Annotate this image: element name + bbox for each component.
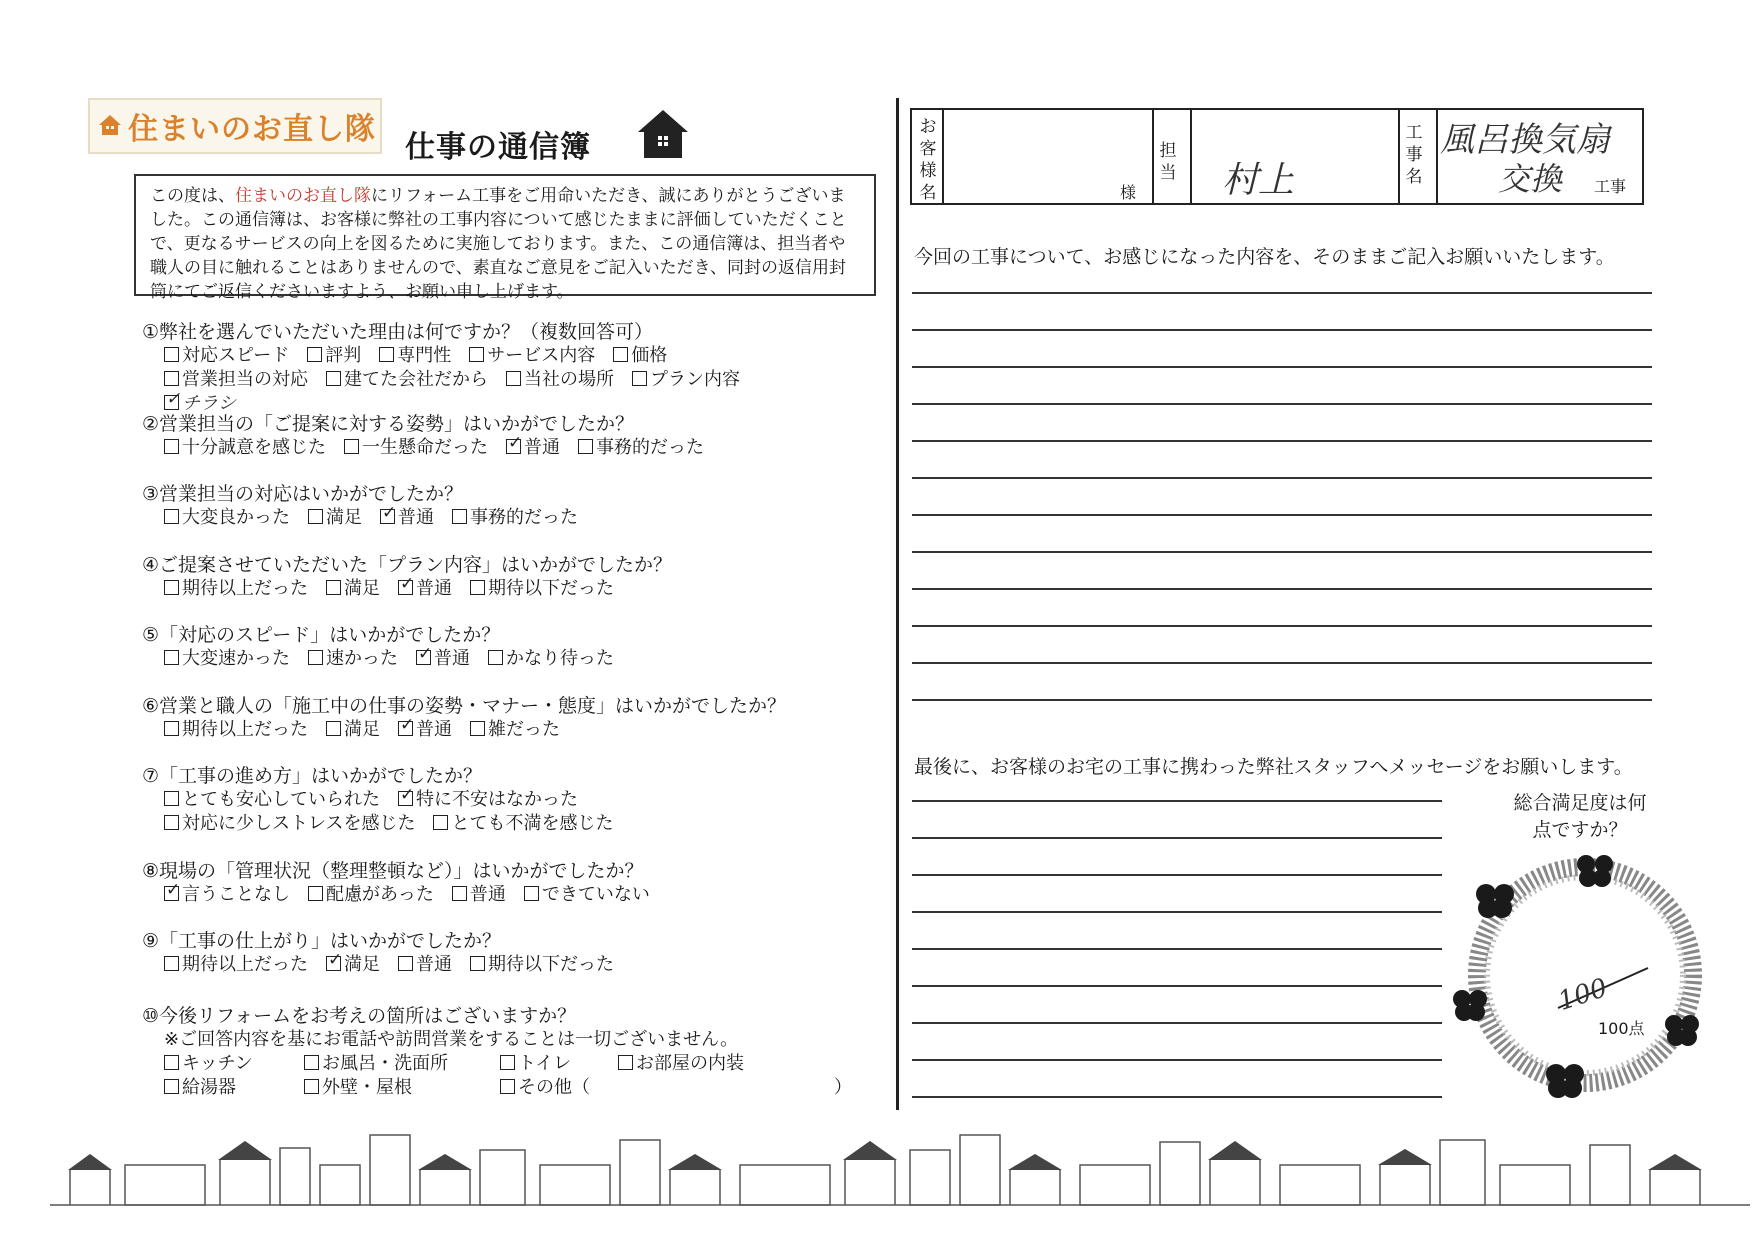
option-row [164,953,632,977]
question-text: ④ご提案させていただいた「プラン内容」はいかがでしたか？ [142,554,673,576]
option-label: プラン内容 [650,369,740,390]
option-label: 普通 [469,884,506,905]
column-divider [896,98,899,1110]
option-label: 満足 [344,719,380,740]
option[interactable] [632,369,740,390]
ruled-line [912,1059,1442,1061]
option-row [164,577,632,601]
checkbox[interactable] [164,1055,179,1070]
checked-checkbox[interactable] [398,721,413,736]
option-label: 十分誠意を感じた [182,437,326,458]
checkbox[interactable] [164,439,179,454]
option-label: できていない [541,884,650,905]
option-label: 事務的だった [596,437,704,458]
option[interactable] [164,648,290,669]
option-label: 期待以下だった [488,578,614,599]
checkbox[interactable] [469,347,484,362]
option-row [164,883,668,907]
option-label: 期待以上だった [182,719,308,740]
checkbox[interactable] [452,886,467,901]
checkbox[interactable] [308,886,323,901]
checked-checkbox[interactable] [164,395,179,410]
page-title: 仕事の通信簿 [405,130,591,165]
checkbox[interactable] [433,815,448,830]
comment-prompt: 今回の工事について、お感じになった内容を、そのままご記入お願いいたします。 [914,246,1615,268]
handwritten-note: ✓チラシ [164,392,236,416]
ruled-line [912,588,1652,590]
option-label: 事務的だった [470,507,578,528]
house-icon [636,108,690,160]
checkbox[interactable] [398,956,413,971]
option[interactable] [469,345,595,366]
option[interactable] [326,578,380,599]
option-row [164,647,632,671]
customer-label: お客様名 [919,117,937,203]
checkbox[interactable] [618,1055,633,1070]
score-printed: 100点 [1598,1019,1645,1038]
checkbox[interactable] [578,439,593,454]
ruled-line [912,403,1652,405]
checkbox[interactable] [164,791,179,806]
option[interactable] [470,719,560,740]
option-label: サービス内容 [487,345,596,366]
option-label: 速かった [326,648,398,669]
ruled-line [912,1096,1442,1098]
option-label: 期待以下だった [488,954,614,975]
option[interactable] [452,507,578,528]
info-table [910,108,1644,205]
ruled-line [912,625,1652,627]
option-label: とても安心していられた [182,789,380,810]
ruled-line [912,985,1442,987]
option[interactable] [164,507,290,528]
checkbox[interactable] [164,956,179,971]
checkbox[interactable] [506,371,521,386]
option[interactable] [164,813,415,834]
option[interactable] [398,719,452,740]
checkbox[interactable] [470,956,485,971]
option[interactable] [470,578,614,599]
option[interactable] [452,884,506,905]
option[interactable] [379,345,451,366]
ruled-line [912,662,1652,664]
option[interactable] [416,648,470,669]
option[interactable] [164,719,308,740]
question-text: ⑦「工事の進め方」はいかがでしたか？ [142,765,483,787]
score-written: 100 [1554,973,1612,1017]
checked-checkbox[interactable] [398,580,413,595]
intro-text: この度は、住まいのお直し隊にリフォーム工事をご用命いただき、誠にありがとうございました。この通信簿は、お客様に弊社の工事内容について感じたままに評価していただくことで、更なるサービスの向上を図るために実施しております。また、この通信簿は、担当者や職人の目に触れることはありませんので、素直なご意見をご記入いただき、同封の返信用封筒にてご返信くださいますよう、お願い申し上げます。 [134,174,876,296]
option-label: かなり待った [506,648,614,669]
option[interactable] [506,369,614,390]
option[interactable] [308,884,434,905]
message-prompt: 最後に、お客様のお宅の工事に携わった弊社スタッフへメッセージをお願いします。 [914,756,1633,778]
option-label: 普通 [416,954,452,975]
checkbox[interactable] [500,1079,515,1094]
checkbox[interactable] [613,347,628,362]
option[interactable] [398,954,452,975]
option-row [164,368,758,392]
option-row [164,506,596,530]
option-label: 一生懸命だった [362,437,488,458]
ruled-line [912,874,1442,876]
option-label: 大変速かった [182,648,290,669]
checkbox[interactable] [164,580,179,595]
question-text: ③営業担当の対応はいかがでしたか？ [142,483,464,505]
option-row [164,718,578,742]
checkbox[interactable] [524,886,539,901]
question-text: ⑤「対応のスピード」はいかがでしたか？ [142,624,501,646]
checkbox[interactable] [632,371,647,386]
option[interactable] [307,345,361,366]
checkbox[interactable] [304,1079,319,1094]
checked-checkbox[interactable] [398,791,413,806]
option-row [164,436,722,460]
ruled-line [912,440,1652,442]
house-logo-icon [97,113,123,137]
checkbox[interactable] [164,815,179,830]
option-label: 普通 [398,507,434,528]
ruled-line [912,911,1442,913]
option-label: 配慮があった [326,884,434,905]
option-label: 満足 [344,578,380,599]
question-text: ⑥営業と職人の「施工中の仕事の姿勢・マナー・態度」はいかがでしたか？ [142,695,787,717]
work-label: 工事名 [1405,123,1423,187]
checked-checkbox[interactable] [506,439,521,454]
option[interactable] [578,437,704,458]
checkbox[interactable] [488,650,503,665]
satisfaction-title: 総合満足度は何点ですか？ [1513,792,1647,841]
ruled-line [912,329,1652,331]
checkbox[interactable] [344,439,359,454]
ruled-line [912,1022,1442,1024]
option-label: 雑だった [488,719,560,740]
option[interactable] [326,954,380,975]
work-value-1: 風呂換気扇 [1440,120,1610,160]
checkbox[interactable] [164,509,179,524]
option-label: 当社の場所 [524,369,614,390]
checkbox[interactable] [164,347,179,362]
option-label: 満足 [344,954,380,975]
option-label: 普通 [416,578,452,599]
wreath-illustration [1440,840,1730,1110]
option[interactable] [433,813,613,834]
option-label: 普通 [434,648,470,669]
option-row [164,788,596,812]
option[interactable] [308,507,362,528]
checkbox[interactable] [308,650,323,665]
option-label: 対応スピード [182,345,290,366]
question-text: ①弊社を選んでいただいた理由は何ですか？（複数回答可） [142,321,654,343]
q10-text: ⑩今後リフォームをお考えの箇所はございますか？ [142,1005,577,1027]
option[interactable] [488,648,614,669]
option[interactable] [326,369,488,390]
option[interactable] [524,884,650,905]
option-label: 評判 [325,345,362,366]
townscape-illustration [50,1130,1750,1210]
option[interactable] [164,789,380,810]
question-text: ⑨「工事の仕上がり」はいかがでしたか？ [142,930,502,952]
work-value-2: 交換 [1498,160,1563,198]
option[interactable] [164,954,308,975]
checked-checkbox[interactable] [164,886,179,901]
option-label: 言うことなし [182,884,290,905]
option-label: 満足 [326,507,362,528]
checkbox[interactable] [500,1055,515,1070]
option[interactable] [613,345,667,366]
checkbox[interactable] [164,1079,179,1094]
ruled-line [912,837,1442,839]
option-row [164,812,631,836]
option-label: 普通 [524,437,560,458]
ruled-line [912,477,1652,479]
staff-value: 村上 [1222,160,1295,201]
checkbox[interactable] [452,509,467,524]
option[interactable] [470,954,614,975]
option-label: 価格 [631,345,668,366]
checkbox[interactable] [164,371,179,386]
checkbox[interactable] [470,721,485,736]
work-suffix: 工事 [1594,177,1627,196]
customer-suffix: 様 [1120,183,1137,202]
checkbox[interactable] [307,347,322,362]
option-label: 普通 [416,719,452,740]
question-text: ②営業担当の「ご提案に対する姿勢」はいかがでしたか？ [142,413,635,435]
option[interactable] [164,345,289,366]
checkbox[interactable] [326,580,341,595]
option[interactable] [308,648,398,669]
staff-label: 担当 [1159,141,1177,183]
option-label: 特に不安はなかった [416,789,578,810]
ruled-line [912,514,1652,516]
ruled-line [912,948,1442,950]
option-row [164,344,685,368]
option[interactable] [344,437,488,458]
option[interactable] [398,578,452,599]
checkbox[interactable] [308,509,323,524]
option-label: 期待以上だった [182,578,308,599]
option-label: 建てた会社だから [344,369,488,390]
q10-note: ※ご回答内容を基にお電話や訪問営業をすることは一切ございません。 [164,1029,739,1050]
ruled-line [912,800,1442,802]
question-text: ⑧現場の「管理状況（整理整頓など）」はいかがでしたか？ [142,860,644,882]
option[interactable] [164,578,308,599]
option-label: 専門性 [397,345,452,366]
checkbox[interactable] [304,1055,319,1070]
option[interactable] [380,507,434,528]
option[interactable] [164,369,308,390]
checkbox[interactable] [164,721,179,736]
ruled-line [912,366,1652,368]
option-label: 期待以上だった [182,954,308,975]
option-label: 対応に少しストレスを感じた [182,813,416,834]
ruled-line [912,699,1652,701]
checked-checkbox[interactable] [380,509,395,524]
logo-text: 住まいのお直し隊 [128,112,376,147]
option[interactable] [326,719,380,740]
ruled-line [912,551,1652,553]
checkbox[interactable] [470,580,485,595]
option-label: 営業担当の対応 [182,369,308,390]
checkbox[interactable] [326,371,341,386]
checkbox[interactable] [326,721,341,736]
checked-checkbox[interactable] [326,956,341,971]
option-label: とても不満を感じた [451,813,614,834]
ruled-line [912,292,1652,294]
option-label: 大変良かった [182,507,290,528]
checkbox[interactable] [164,650,179,665]
option[interactable] [398,789,578,810]
checkbox[interactable] [379,347,394,362]
option[interactable] [164,884,290,905]
checked-checkbox[interactable] [416,650,431,665]
option[interactable] [506,437,560,458]
option[interactable] [164,437,326,458]
